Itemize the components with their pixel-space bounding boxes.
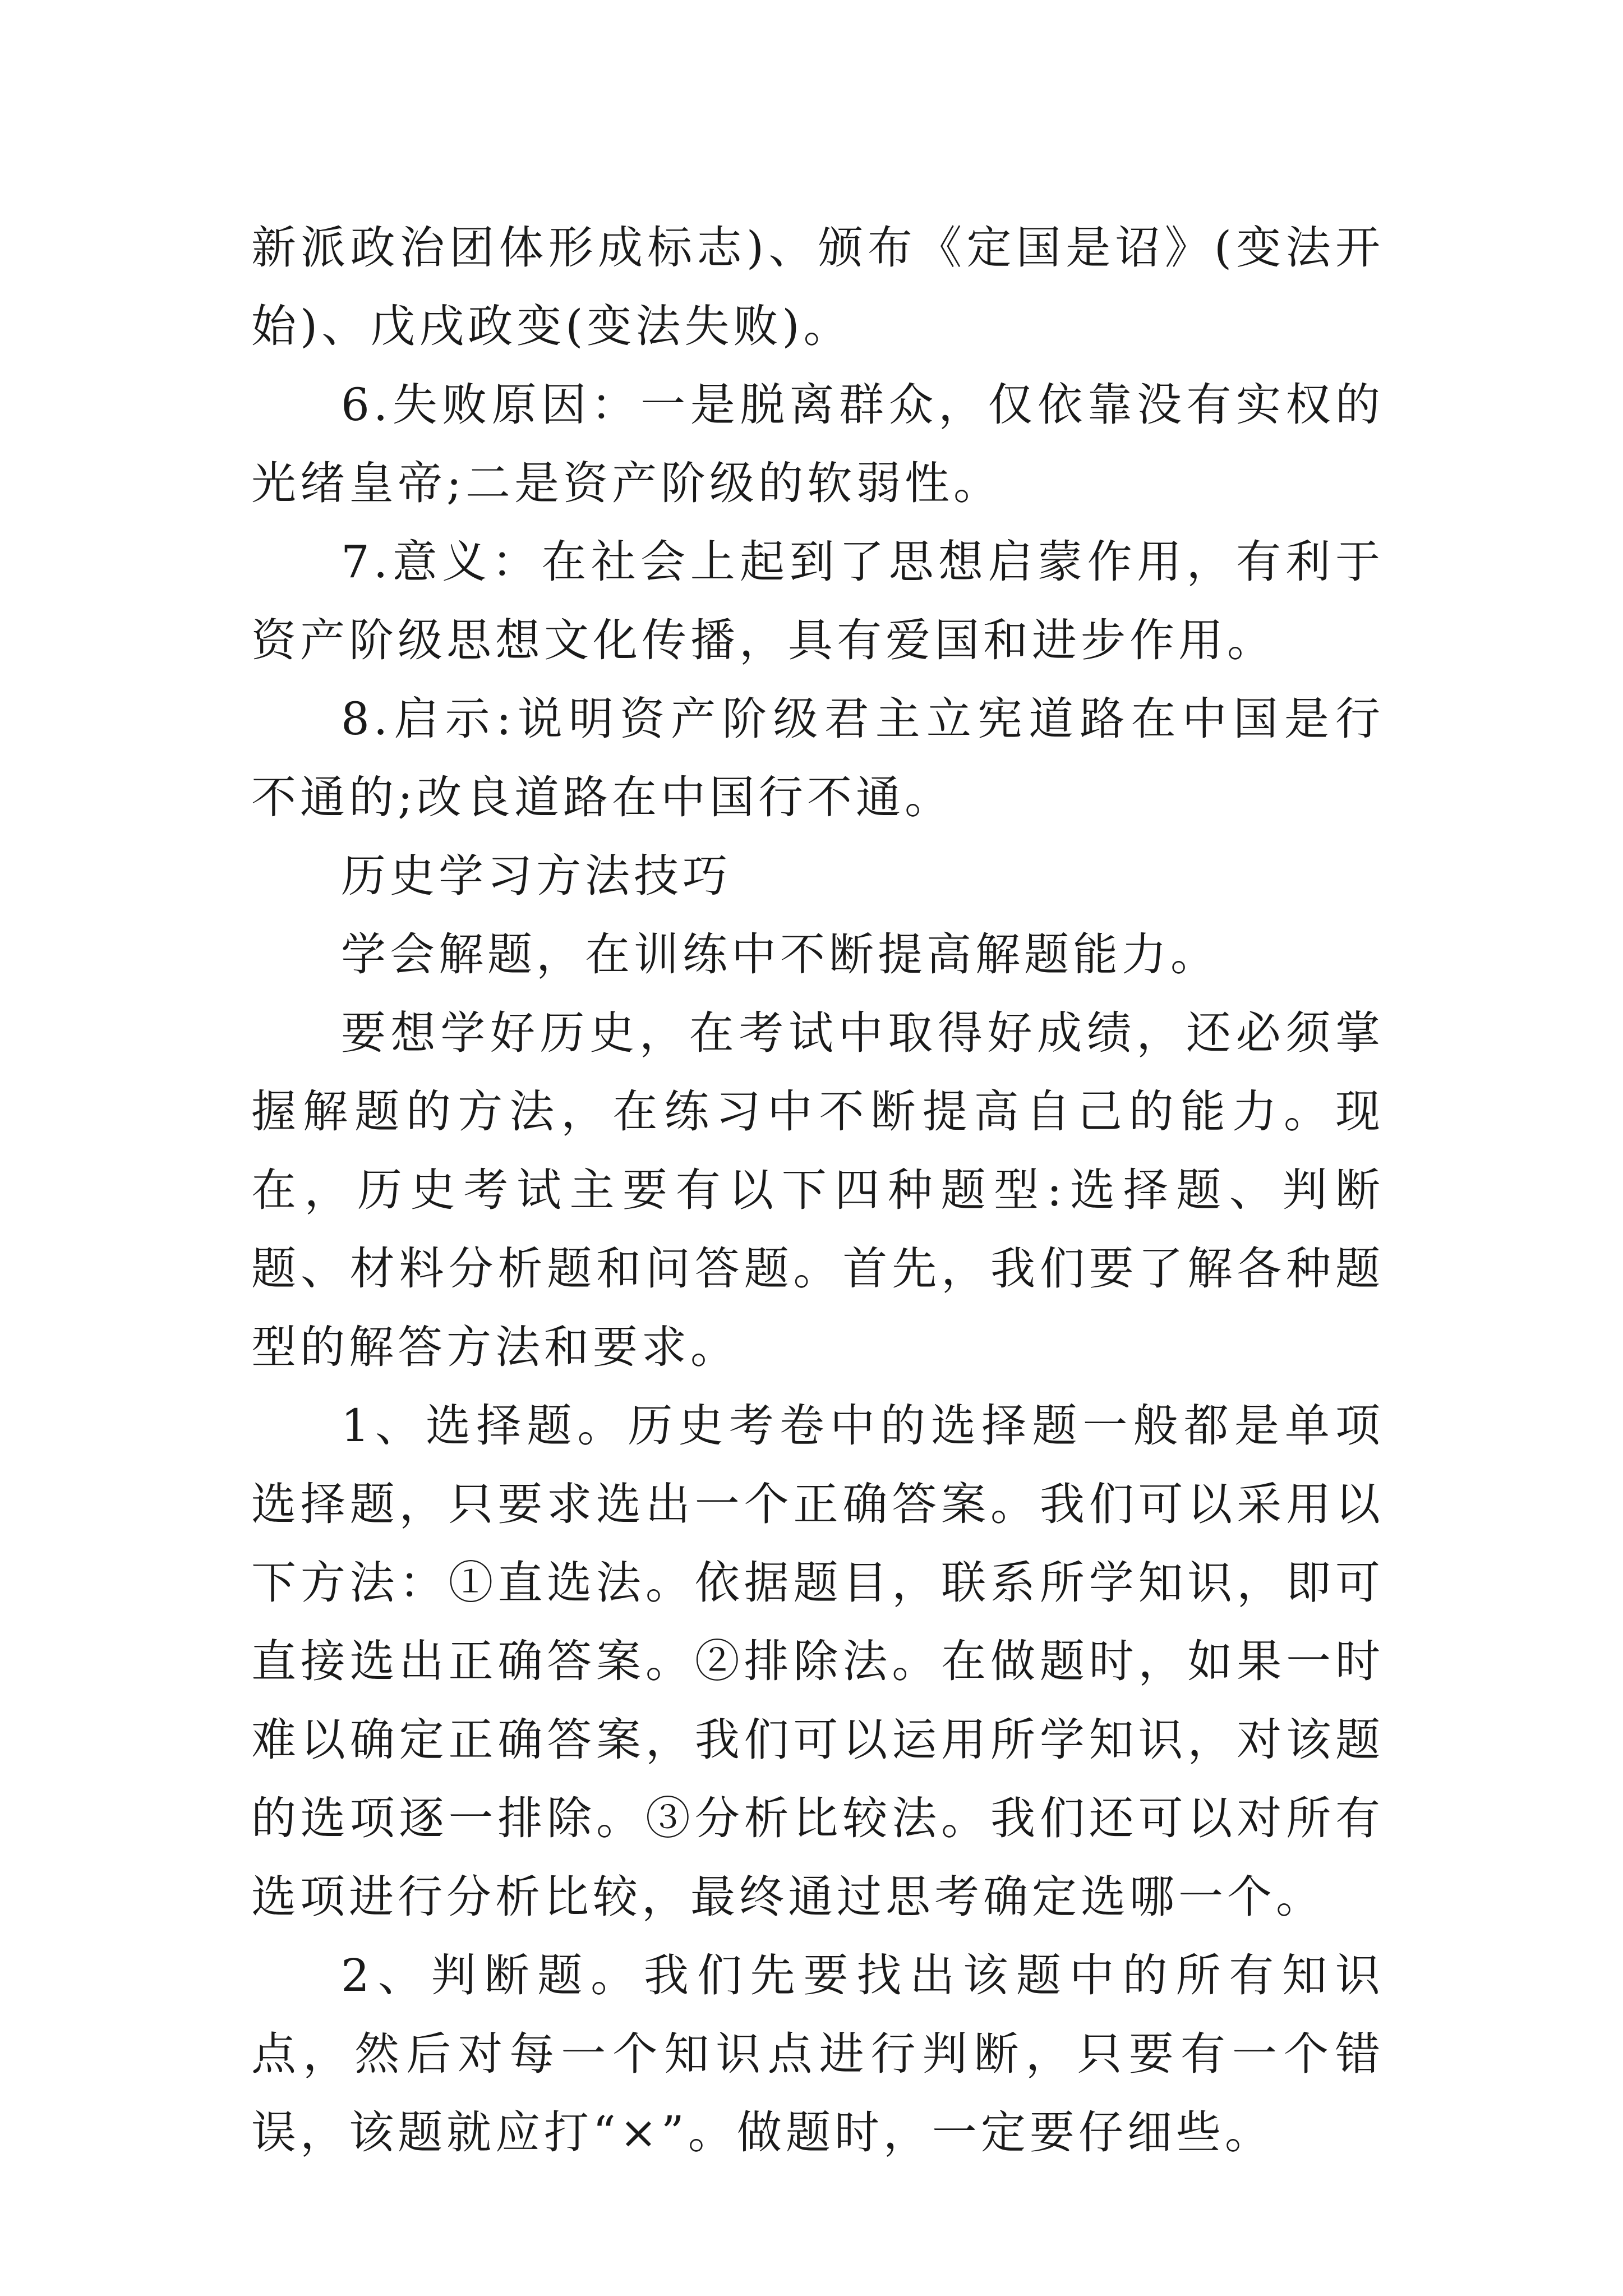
paragraph-2: 6.失败原因：一是脱离群众，仅依靠没有实权的光绪皇帝;二是资产阶级的软弱性。 <box>251 379 1384 509</box>
paragraph-8: 1、选择题。历史考卷中的选择题一般都是单项选择题，只要求选出一个正确答案。我们可以采用以下方法：①直选法。依据题目，联系所学知识，即可直接选出正确答案。②排除法。在做题时，如果一时难以确定正确答案，我们可以运用所学知识，对该题的选项逐一排除。③分析比较法。我们还可以对所有选项进行分析比较，最终通过思考确定选哪一个。 <box>251 1400 1384 1923</box>
paragraph-6: 学会解题，在训练中不断提高解题能力。 <box>341 928 1219 981</box>
paragraph-9: 2、判断题。我们先要找出该题中的所有知识点，然后对每一个知识点进行判断，只要有一个错误，该题就应打“×”。做题时，一定要仔细些。 <box>251 1949 1384 2159</box>
paragraph-7: 要想学好历史，在考试中取得好成绩，还必须掌握解题的方法，在练习中不断提高自己的能力。现在，历史考试主要有以下四种题型:选择题、判断题、材料分析题和问答题。首先，我们要了解各种题型的解答方法和要求。 <box>251 1007 1384 1373</box>
section-heading: 历史学习方法技巧 <box>341 850 731 902</box>
document-body <box>251 209 1384 2172</box>
paragraph-4: 8.启示:说明资产阶级君主立宪道路在中国是行不通的;改良道路在中国行不通。 <box>251 693 1384 823</box>
paragraph-1: 新派政治团体形成标志)、颁布《定国是诏》(变法开始)、戊戌政变(变法失败)。 <box>251 222 1384 352</box>
paragraph-3: 7.意义：在社会上起到了思想启蒙作用，有利于资产阶级思想文化传播，具有爱国和进步作用。 <box>251 536 1384 666</box>
